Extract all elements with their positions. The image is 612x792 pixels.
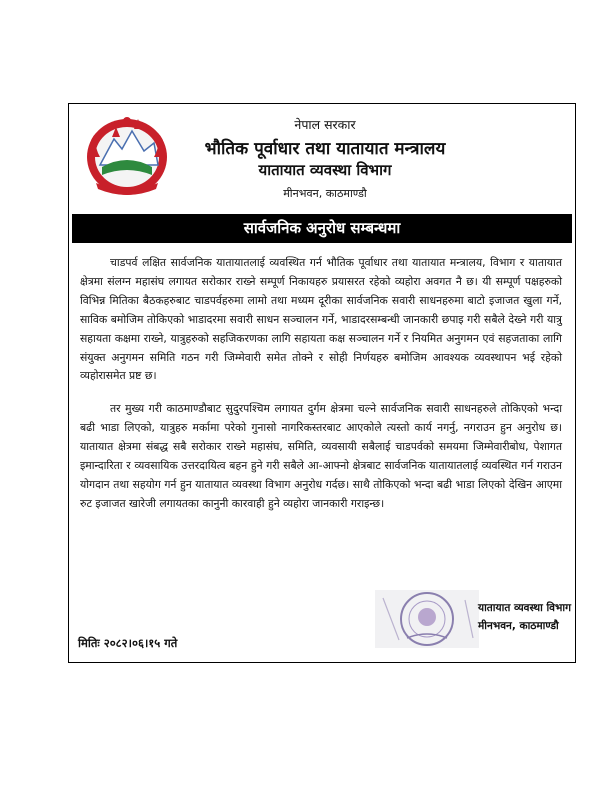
nepal-emblem-icon [82, 113, 172, 199]
signature-block [478, 599, 571, 635]
office-address: मीनभवन, काठमाण्डौ [283, 187, 367, 200]
signature-department: यातायात व्यवस्था विभाग [478, 602, 572, 614]
signature-address: मीनभवन, काठमाण्डौ [478, 620, 559, 632]
ministry-name: भौतिक पूर्वाधार तथा यातायात मन्त्रालय [204, 139, 446, 159]
issue-date: मितिः २०८२।०६।१५ गते [78, 636, 178, 650]
department-name: यातायात व्यवस्था विभाग [258, 161, 392, 179]
body-paragraph-2: तर मुख्य गरी काठमाण्डौबाट सुदुरपश्चिम लगायत दुर्गम क्षेत्रमा चल्ने सार्वजनिक सवारी साधनहरुले तोकिएको भन्दा बढी भाडा लिएको, यात्रुहरु मर्कामा परेको गुनासो नागरिकस्तरबाट आएकोले त्यस्तो कार्य नगर्नु, नगराउन हुन अनुरोध छ। यातायात क्षेत्रमा संबद्ध सबै सरोकार राख्ने महासंघ, समिति, व्यवसायी सबैलाई चाडपर्वको समयमा जिम्मेवारीबोध, पेशागत इमान्दारिता र व्यवसायिक उत्तरदायित्व बहन हुने गरी सबैले आ-आफ्नो क्षेत्रबाट सार्वजनिक यातायातलाई व्यवस्थित गर्न गराउन योगदान तथा सहयोग गर्न हुन यातायात व्यवस्था विभाग अनुरोध गर्दछ। साथै तोकिएको भन्दा बढी भाडा लिएको देखिन आएमा रुट इजाजत खारेजी लगायतका कानुनी कारवाही हुने व्यहोरा जानकारी गराइन्छ। [80, 402, 562, 510]
department-stamp-icon [375, 590, 479, 648]
body-paragraph-1: चाडपर्व लक्षित सार्वजनिक यातायातलाई व्यवस्थित गर्न भौतिक पूर्वाधार तथा यातायात मन्त्रालय, विभाग र यातायात क्षेत्रमा संलग्न महासंघ लगायत सरोकार राख्ने सम्पूर्ण निकायहरु प्रयासरत रहेको व्यहोरा अवगत नै छ। यी सम्पूर्ण पक्षहरुको विभिन्न मितिका बैठकहरुबाट चाडपर्वहरुमा लामो तथा मध्यम दूरीका सार्वजनिक सवारी साधनहरुमा बाटो इजाजत खुला गर्ने, साविक बमोजिम तोकिएको भाडादरमा सवारी साधन सञ्चालन गर्ने, भाडादरसम्बन्धी जानकारी छपाइ गरी सबैले देख्ने गरी यात्रु सहायता कक्षमा राख्ने, यात्रुहरुको सहजिकरणका लागि सहायता कक्ष सञ्चालन गर्ने र नियमित अनुगमन एवं सहजताका लागि संयुक्त अनुगमन समिति गठन गरी जिम्मेवारी समेत तोक्ने र सोही निर्णयहरु बमोजिम आवश्यक व्यवस्थापन भई रहेको व्यहोरासमेत प्रष्ट छ। [80, 256, 562, 383]
notice-body [80, 254, 562, 528]
notice-title-banner: सार्वजनिक अनुरोध सम्बन्धमा [72, 214, 572, 243]
government-name: नेपाल सरकार [294, 117, 356, 132]
